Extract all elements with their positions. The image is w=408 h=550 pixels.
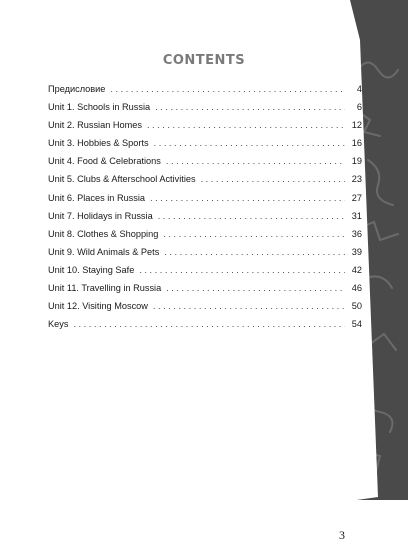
toc-entry-page: 6	[356, 102, 362, 113]
toc-entry[interactable]	[48, 156, 362, 174]
toc-leader-dots	[150, 193, 345, 203]
toc-entry-label: Unit 7. Holidays in Russia	[48, 210, 153, 221]
toc-leader-dots	[166, 156, 345, 166]
toc-entry[interactable]	[48, 138, 362, 156]
toc-leader-dots	[155, 102, 345, 112]
toc-entry[interactable]	[48, 283, 362, 301]
toc-entry-page: 42	[351, 264, 362, 275]
toc-leader-dots	[153, 301, 345, 311]
toc-entry[interactable]	[48, 301, 362, 319]
toc-entry-label: Unit 11. Travelling in Russia	[48, 283, 162, 294]
toc-entry-page: 27	[351, 192, 362, 203]
toc-entry-label: Unit 4. Food & Celebrations	[48, 156, 161, 167]
toc-entry-label: Unit 10. Staying Safe	[48, 264, 135, 275]
toc-entry-page: 54	[351, 319, 362, 330]
toc-entry-label: Keys	[48, 319, 69, 330]
toc-entry-label: Unit 12. Visiting Moscow	[48, 301, 148, 312]
toc-entry[interactable]	[48, 229, 362, 247]
toc-entry[interactable]	[48, 102, 362, 120]
toc-entry[interactable]	[48, 211, 362, 229]
toc-entry-page: 4	[356, 84, 362, 94]
toc-entry-label: Unit 3. Hobbies & Sports	[48, 138, 149, 149]
toc-entry-page: 36	[351, 228, 362, 239]
toc-entry[interactable]	[48, 193, 362, 211]
toc-entry-page: 31	[351, 210, 362, 221]
toc-entry-label: Unit 5. Clubs & Afterschool Activities	[48, 174, 196, 185]
toc-entry-label: Unit 9. Wild Animals & Pets	[48, 246, 160, 257]
toc-entry[interactable]	[48, 174, 362, 192]
toc-leader-dots	[110, 84, 345, 94]
toc-entry-label: Unit 6. Places in Russia	[48, 192, 146, 203]
page-number: 3	[339, 528, 345, 542]
toc-leader-dots	[147, 120, 345, 130]
toc-entry-page: 46	[351, 283, 362, 294]
toc-entry[interactable]	[48, 319, 362, 337]
toc-entry[interactable]	[48, 84, 362, 102]
toc-leader-dots	[73, 319, 345, 329]
toc-entry-page: 50	[351, 301, 362, 312]
table-of-contents	[48, 84, 362, 337]
toc-leader-dots	[139, 265, 345, 275]
toc-entry-page: 19	[351, 156, 362, 167]
toc-entry-page: 12	[351, 120, 362, 131]
toc-leader-dots	[163, 229, 345, 239]
toc-leader-dots	[201, 174, 345, 184]
toc-leader-dots	[158, 211, 345, 221]
toc-entry-page: 16	[351, 138, 362, 149]
toc-entry-label: Unit 1. Schools in Russia	[48, 102, 151, 113]
toc-entry-label: Unit 2. Russian Homes	[48, 120, 142, 131]
toc-entry[interactable]	[48, 265, 362, 283]
toc-entry-page: 23	[351, 174, 362, 185]
toc-entry[interactable]	[48, 247, 362, 265]
toc-leader-dots	[154, 138, 345, 148]
toc-entry-page: 39	[351, 246, 362, 257]
toc-entry-label: Предисловие	[48, 84, 106, 94]
page-title: CONTENTS	[162, 53, 246, 68]
toc-entry-label: Unit 8. Clothes & Shopping	[48, 228, 159, 239]
toc-leader-dots	[166, 283, 345, 293]
toc-leader-dots	[164, 247, 345, 257]
toc-entry[interactable]	[48, 120, 362, 138]
